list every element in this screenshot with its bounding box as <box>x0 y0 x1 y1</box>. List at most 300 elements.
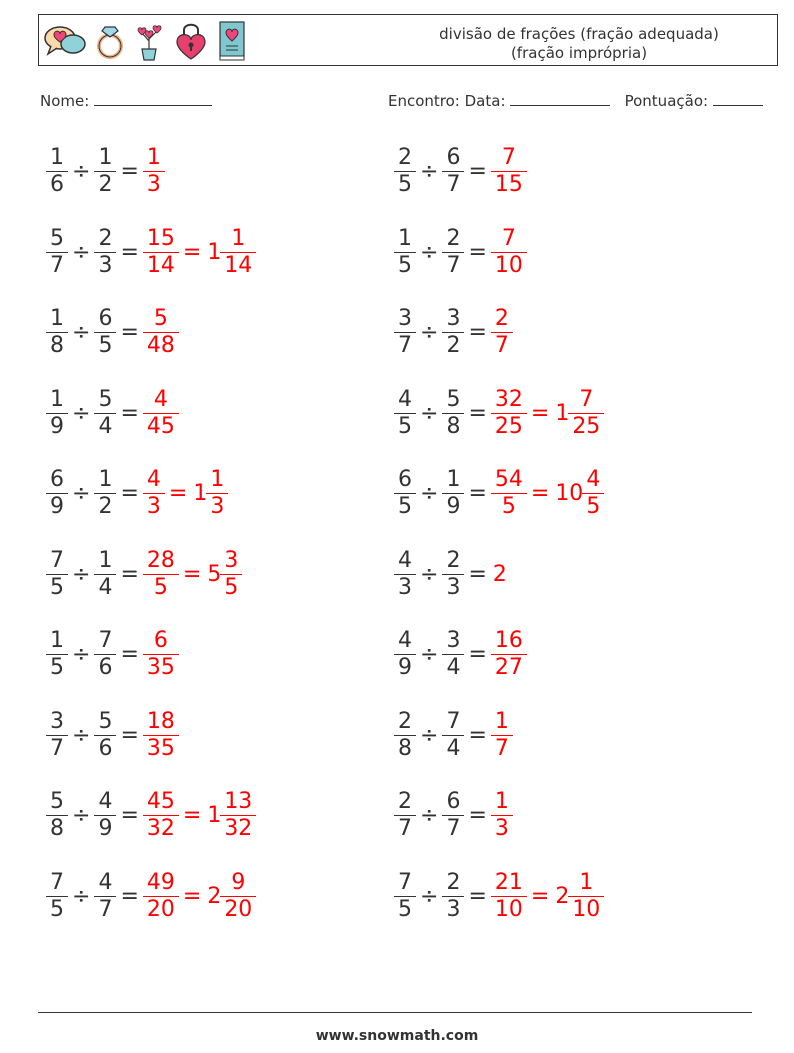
denominator: 7 <box>494 735 509 761</box>
problem-item <box>48 870 254 923</box>
dividend-fraction <box>48 628 66 681</box>
equals-sign: = <box>120 722 139 748</box>
denominator: 7 <box>50 252 64 278</box>
equals-sign: = <box>120 883 139 909</box>
divide-sign: ÷ <box>72 803 91 828</box>
divide-sign: ÷ <box>72 481 91 506</box>
numerator: 21 <box>494 869 523 895</box>
problem-item <box>396 548 507 601</box>
denominator: 9 <box>50 494 64 519</box>
denominator: 4 <box>446 655 461 680</box>
mixed-whole: 10 <box>555 481 584 506</box>
answer <box>145 387 177 440</box>
divide-sign: ÷ <box>72 883 91 909</box>
numerator: 4 <box>153 386 168 412</box>
denominator: 2 <box>446 333 461 358</box>
numerator: 6 <box>98 306 113 331</box>
denominator: 7 <box>446 252 461 278</box>
numerator: 18 <box>146 708 175 734</box>
mixed-whole: 2 <box>555 883 570 909</box>
divide-sign: ÷ <box>420 481 439 506</box>
answer-equals-sign: = <box>182 239 202 265</box>
divide-sign: ÷ <box>72 239 91 265</box>
numerator: 1 <box>579 869 594 895</box>
denominator: 3 <box>146 172 161 197</box>
denominator: 2 <box>98 172 113 197</box>
mixed-whole: 1 <box>207 803 222 828</box>
header-box <box>38 14 778 66</box>
dividend-fraction <box>396 548 414 601</box>
numerator: 4 <box>98 789 113 814</box>
denominator: 9 <box>50 413 64 439</box>
numerator: 3 <box>224 547 239 573</box>
answer-fraction <box>493 306 511 359</box>
date-blank[interactable] <box>510 92 610 106</box>
answer-equals-sign: = <box>530 481 550 506</box>
heart-lock-icon <box>173 20 209 62</box>
numerator: 9 <box>231 869 246 895</box>
answer-fraction <box>145 709 177 762</box>
mixed-whole: 2 <box>207 883 222 909</box>
denominator: 4 <box>446 735 461 761</box>
answer-fraction <box>493 628 525 681</box>
numerator: 1 <box>50 628 64 653</box>
denominator: 25 <box>494 413 523 439</box>
denominator: 15 <box>494 172 523 197</box>
name-field <box>40 92 212 110</box>
dividend-fraction <box>396 709 414 762</box>
numerator: 1 <box>210 467 225 492</box>
answer-fraction <box>145 226 177 279</box>
answer <box>493 789 511 842</box>
problem-item <box>48 548 240 601</box>
numerator: 1 <box>98 145 113 170</box>
answer <box>145 789 254 842</box>
divisor-fraction <box>444 628 462 681</box>
denominator: 6 <box>98 735 113 761</box>
numerator: 7 <box>98 628 113 653</box>
equals-sign: = <box>120 803 139 828</box>
denominator: 8 <box>398 735 412 761</box>
numerator: 4 <box>146 467 161 492</box>
denominator: 35 <box>146 655 175 680</box>
mixed-fraction <box>570 387 602 440</box>
numerator: 2 <box>494 306 509 331</box>
answer-fraction <box>145 145 163 198</box>
divide-sign: ÷ <box>420 159 439 184</box>
denominator: 7 <box>494 333 509 358</box>
dividend-fraction <box>48 548 66 601</box>
numerator: 1 <box>494 789 509 814</box>
problem-item <box>396 387 602 440</box>
numerator: 54 <box>494 467 523 492</box>
denominator: 8 <box>446 413 461 439</box>
divide-sign: ÷ <box>72 320 91 345</box>
divisor-fraction <box>444 789 462 842</box>
divisor-fraction <box>96 628 114 681</box>
title-line: divisão de frações (fração adequada) <box>439 25 719 43</box>
numerator: 1 <box>146 145 161 170</box>
denominator: 14 <box>146 252 175 278</box>
numerator: 3 <box>446 306 461 331</box>
dividend-fraction <box>48 387 66 440</box>
mixed-fraction <box>208 467 226 520</box>
divide-sign: ÷ <box>420 400 439 426</box>
denominator: 5 <box>224 574 239 600</box>
divisor-fraction <box>96 548 114 601</box>
numerator: 5 <box>50 789 64 814</box>
denominator: 3 <box>494 816 509 841</box>
numerator: 6 <box>153 628 168 653</box>
numerator: 1 <box>446 467 461 492</box>
mixed-whole: 5 <box>207 561 222 587</box>
denominator: 5 <box>586 494 601 519</box>
numerator: 4 <box>398 386 412 412</box>
problem-item <box>396 226 525 279</box>
numerator: 7 <box>446 708 461 734</box>
denominator: 7 <box>446 172 461 197</box>
divisor-fraction <box>96 226 114 279</box>
divisor-fraction <box>96 145 114 198</box>
answer-equals-sign: = <box>530 883 550 909</box>
equals-sign: = <box>120 239 139 265</box>
footer-divider <box>38 1012 752 1013</box>
problem-item <box>48 387 177 440</box>
numerator: 4 <box>586 467 601 492</box>
divisor-fraction <box>96 870 114 923</box>
dividend-fraction <box>396 789 414 842</box>
numerator: 4 <box>398 547 412 573</box>
equals-sign: = <box>120 159 139 184</box>
dividend-fraction <box>396 870 414 923</box>
divisor-fraction <box>96 709 114 762</box>
denominator: 3 <box>98 252 113 278</box>
denominator: 32 <box>146 816 175 841</box>
numerator: 7 <box>398 869 412 895</box>
problem-item <box>48 709 177 762</box>
denominator: 5 <box>398 896 412 922</box>
answer-fraction <box>145 789 177 842</box>
numerator: 5 <box>153 306 168 331</box>
numerator: 3 <box>398 306 412 331</box>
numerator: 1 <box>50 306 64 331</box>
dividend-fraction <box>396 226 414 279</box>
problem-item <box>48 467 226 520</box>
divide-sign: ÷ <box>420 642 439 667</box>
answer-equals-sign: = <box>182 803 202 828</box>
divide-sign: ÷ <box>420 239 439 265</box>
love-chat-icon <box>43 24 87 58</box>
denominator: 6 <box>50 172 64 197</box>
numerator: 1 <box>98 547 113 573</box>
encounter-date-label: Encontro: Data: <box>388 92 506 110</box>
denominator: 10 <box>572 896 601 922</box>
numerator: 2 <box>446 547 461 573</box>
denominator: 20 <box>224 896 253 922</box>
dividend-fraction <box>48 709 66 762</box>
divide-sign: ÷ <box>420 561 439 587</box>
numerator: 1 <box>50 386 64 412</box>
denominator: 3 <box>210 494 225 519</box>
equals-sign: = <box>468 722 487 748</box>
numerator: 5 <box>446 386 461 412</box>
name-blank[interactable] <box>94 92 212 106</box>
equals-sign: = <box>468 642 487 667</box>
mixed-whole: 1 <box>555 400 570 426</box>
equals-sign: = <box>120 642 139 667</box>
denominator: 3 <box>446 574 461 600</box>
problem-item <box>48 789 254 842</box>
numerator: 1 <box>50 145 64 170</box>
numerator: 6 <box>50 467 64 492</box>
numerator: 4 <box>398 628 412 653</box>
denominator: 7 <box>98 896 113 922</box>
denominator: 25 <box>572 413 601 439</box>
answer <box>145 870 254 923</box>
equals-sign: = <box>120 561 139 587</box>
numerator: 2 <box>446 225 461 251</box>
answer <box>493 387 602 440</box>
dividend-fraction <box>48 226 66 279</box>
denominator: 9 <box>98 816 113 841</box>
denominator: 8 <box>50 333 64 358</box>
numerator: 7 <box>50 547 64 573</box>
encounter-score-fields <box>388 92 763 110</box>
answer-fraction <box>145 467 163 520</box>
numerator: 6 <box>446 145 461 170</box>
answer-fraction <box>145 870 177 923</box>
numerator: 3 <box>446 628 461 653</box>
header-icons <box>43 19 247 63</box>
equals-sign: = <box>120 400 139 426</box>
numerator: 3 <box>50 708 64 734</box>
divisor-fraction <box>444 548 462 601</box>
answer <box>145 709 177 762</box>
denominator: 2 <box>98 494 113 519</box>
mixed-fraction <box>222 548 240 601</box>
denominator: 14 <box>224 252 253 278</box>
denominator: 3 <box>398 574 412 600</box>
denominator: 9 <box>446 494 461 519</box>
mixed-fraction <box>222 226 254 279</box>
denominator: 5 <box>398 252 412 278</box>
denominator: 32 <box>224 816 253 841</box>
numerator: 4 <box>98 869 113 895</box>
denominator: 10 <box>494 896 523 922</box>
answer-whole: 2 <box>492 561 507 587</box>
worksheet-title <box>399 25 759 63</box>
dividend-fraction <box>48 789 66 842</box>
heart-plant-icon <box>133 21 165 61</box>
numerator: 7 <box>501 225 516 251</box>
mixed-fraction <box>222 789 254 842</box>
answer-equals-sign: = <box>530 400 550 426</box>
denominator: 10 <box>494 252 523 278</box>
numerator: 7 <box>50 869 64 895</box>
equals-sign: = <box>468 320 487 345</box>
answer-fraction <box>493 145 525 198</box>
numerator: 2 <box>98 225 113 251</box>
numerator: 1 <box>398 225 412 251</box>
numerator: 6 <box>446 789 461 814</box>
footer-url: www.snowmath.com <box>315 1028 479 1044</box>
equals-sign: = <box>468 561 487 587</box>
numerator: 6 <box>398 467 412 492</box>
denominator: 5 <box>50 896 64 922</box>
dividend-fraction <box>48 467 66 520</box>
equals-sign: = <box>468 803 487 828</box>
denominator: 7 <box>446 816 461 841</box>
name-label: Nome: <box>40 92 90 110</box>
denominator: 7 <box>50 735 64 761</box>
numerator: 49 <box>146 869 175 895</box>
answer <box>493 562 507 587</box>
numerator: 45 <box>146 789 175 814</box>
divide-sign: ÷ <box>420 722 439 748</box>
denominator: 8 <box>50 816 64 841</box>
problem-item <box>396 628 525 681</box>
denominator: 5 <box>153 574 168 600</box>
dividend-fraction <box>48 145 66 198</box>
score-blank[interactable] <box>713 92 763 106</box>
divide-sign: ÷ <box>72 400 91 426</box>
numerator: 16 <box>494 628 523 653</box>
answer-fraction <box>493 789 511 842</box>
problem-item <box>396 870 602 923</box>
denominator: 3 <box>146 494 161 519</box>
problem-item <box>396 467 602 520</box>
answer-equals-sign: = <box>182 883 202 909</box>
mixed-fraction <box>570 870 602 923</box>
divisor-fraction <box>96 387 114 440</box>
answer <box>145 467 226 520</box>
answer <box>145 306 177 359</box>
equals-sign: = <box>468 481 487 506</box>
denominator: 5 <box>98 333 113 358</box>
numerator: 5 <box>98 708 113 734</box>
denominator: 4 <box>98 413 113 439</box>
divisor-fraction <box>96 306 114 359</box>
divide-sign: ÷ <box>420 803 439 828</box>
denominator: 7 <box>398 816 412 841</box>
answer-fraction <box>145 306 177 359</box>
dividend-fraction <box>48 306 66 359</box>
problem-item <box>48 306 177 359</box>
score-label: Pontuação: <box>624 92 709 110</box>
answer-equals-sign: = <box>168 481 188 506</box>
answer <box>145 548 240 601</box>
denominator: 5 <box>398 494 412 519</box>
answer <box>493 709 511 762</box>
numerator: 2 <box>398 708 412 734</box>
numerator: 1 <box>494 708 509 734</box>
answer <box>493 145 525 198</box>
equals-sign: = <box>120 481 139 506</box>
equals-sign: = <box>120 320 139 345</box>
divisor-fraction <box>444 709 462 762</box>
subtitle-line: (fração imprópria) <box>510 44 648 62</box>
denominator: 35 <box>146 735 175 761</box>
divisor-fraction <box>444 467 462 520</box>
denominator: 27 <box>494 655 523 680</box>
divisor-fraction <box>444 870 462 923</box>
dividend-fraction <box>396 467 414 520</box>
divide-sign: ÷ <box>420 883 439 909</box>
mixed-whole: 1 <box>193 481 208 506</box>
equals-sign: = <box>468 883 487 909</box>
numerator: 1 <box>231 225 246 251</box>
dividend-fraction <box>396 306 414 359</box>
answer-fraction <box>493 709 511 762</box>
numerator: 2 <box>398 145 412 170</box>
answer <box>145 145 163 198</box>
denominator: 48 <box>146 333 175 358</box>
numerator: 2 <box>446 869 461 895</box>
divide-sign: ÷ <box>72 722 91 748</box>
divisor-fraction <box>96 467 114 520</box>
denominator: 7 <box>398 333 412 358</box>
answer-fraction <box>493 226 525 279</box>
dividend-fraction <box>396 145 414 198</box>
denominator: 20 <box>146 896 175 922</box>
divisor-fraction <box>444 226 462 279</box>
dividend-fraction <box>396 387 414 440</box>
numerator: 1 <box>98 467 113 492</box>
answer-fraction <box>145 548 177 601</box>
numerator: 2 <box>398 789 412 814</box>
answer <box>145 628 177 681</box>
divide-sign: ÷ <box>72 561 91 587</box>
numerator: 7 <box>579 386 594 412</box>
numerator: 7 <box>501 145 516 170</box>
divisor-fraction <box>96 789 114 842</box>
answer <box>493 306 511 359</box>
numerator: 5 <box>98 386 113 412</box>
answer <box>493 628 525 681</box>
numerator: 15 <box>146 225 175 251</box>
problem-item <box>396 306 511 359</box>
answer <box>493 226 525 279</box>
denominator: 5 <box>501 494 516 519</box>
problem-item <box>48 226 254 279</box>
answer <box>493 870 602 923</box>
answer-fraction <box>145 628 177 681</box>
denominator: 9 <box>398 655 412 680</box>
equals-sign: = <box>468 400 487 426</box>
denominator: 5 <box>50 574 64 600</box>
answer-fraction <box>145 387 177 440</box>
mixed-fraction <box>584 467 602 520</box>
dividend-fraction <box>396 628 414 681</box>
denominator: 4 <box>98 574 113 600</box>
answer-fraction <box>493 467 525 520</box>
divisor-fraction <box>444 306 462 359</box>
denominator: 6 <box>98 655 113 680</box>
equals-sign: = <box>468 159 487 184</box>
denominator: 3 <box>446 896 461 922</box>
divisor-fraction <box>444 145 462 198</box>
denominator: 45 <box>146 413 175 439</box>
denominator: 5 <box>398 172 412 197</box>
denominator: 5 <box>50 655 64 680</box>
mixed-fraction <box>222 870 254 923</box>
divide-sign: ÷ <box>72 642 91 667</box>
mixed-whole: 1 <box>207 239 222 265</box>
numerator: 13 <box>224 789 253 814</box>
ring-icon <box>95 21 125 61</box>
problem-item <box>48 145 163 198</box>
problem-item <box>396 709 511 762</box>
